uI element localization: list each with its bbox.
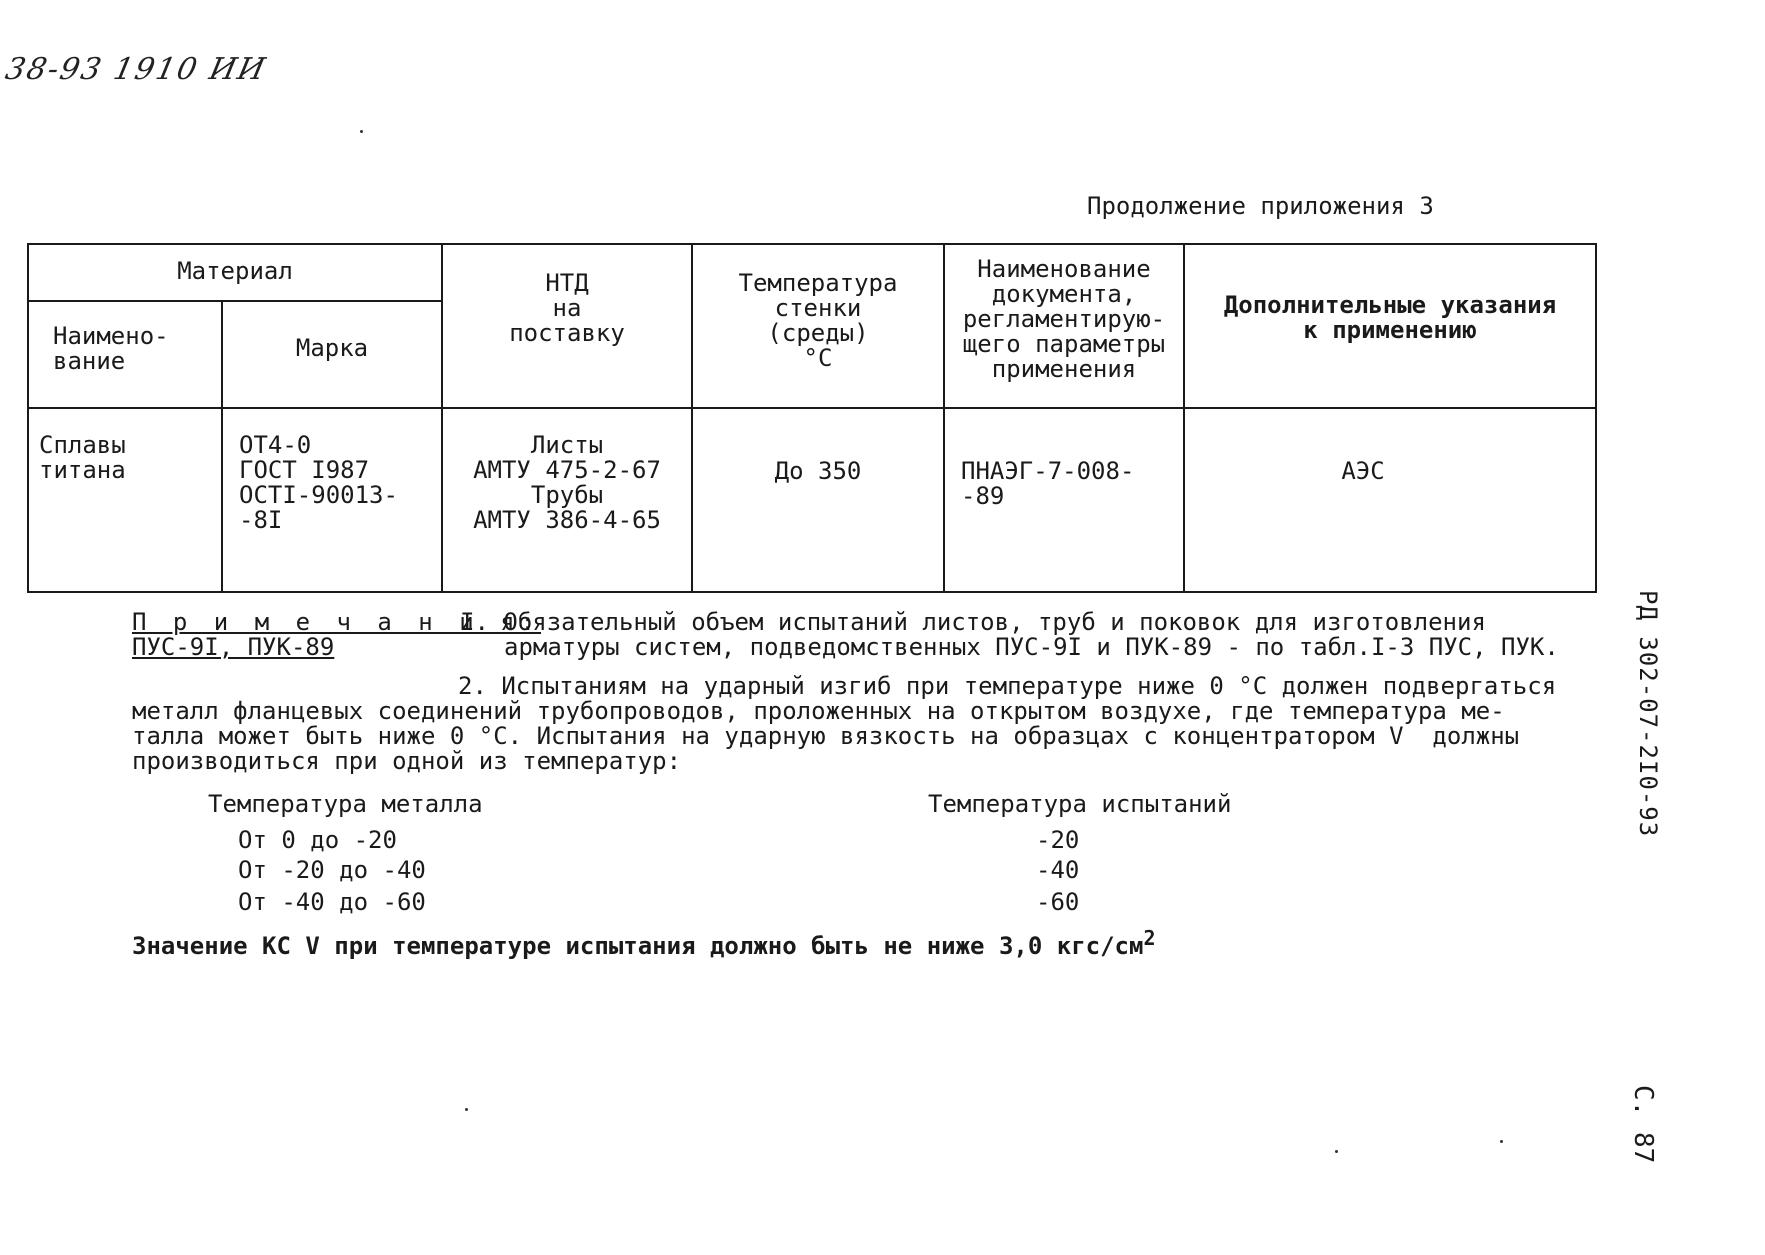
note-1-line-1: I. Обязательный объем испытаний листов, труб и поковок для изготовления: [460, 608, 1486, 636]
row-additional: АЭС: [1341, 457, 1385, 485]
handwritten-note: 38-93 1910 ИИ: [2, 52, 270, 87]
document-code: РД 302-07-2I0-93: [1634, 590, 1662, 838]
note-1-line-2: арматуры систем, подведомственных ПУС-9I и ПУК-89 - по табл.I-3 ПУС, ПУК.: [504, 633, 1559, 661]
scan-speck: [465, 1108, 468, 1111]
scan-speck: [360, 130, 363, 133]
additional-header-cell: [1184, 244, 1596, 408]
additional-header: Дополнительные указания к применению: [1223, 291, 1557, 344]
material-header-cell: [28, 244, 442, 301]
test-temperature-header: Температура испытаний: [928, 790, 1232, 818]
document-header-cell: [944, 244, 1184, 408]
row-ntd: Листы АМТУ 475-2-67 Трубы АМТУ 386-4-65: [473, 431, 661, 534]
note-2-line-4: производиться при одной из температур:: [132, 747, 682, 775]
name-header: Наимено- вание: [53, 322, 169, 375]
temperature-header-cell: [692, 244, 944, 408]
continuation-label: Продолжение приложения 3: [1087, 192, 1434, 220]
kcv-superscript: 2: [1143, 926, 1156, 950]
row-temperature: До 350: [774, 457, 862, 485]
row-ntd-cell: [442, 408, 692, 592]
metal-range-1: От 0 до -20: [238, 826, 397, 854]
notes-label-sub: ПУС-9I, ПУК-89: [132, 633, 335, 661]
page-number: С. 87: [1628, 1085, 1658, 1164]
metal-temperature-header: Температура металла: [208, 790, 483, 818]
test-temp-2: -40: [1036, 856, 1080, 884]
scan-speck: [1500, 1140, 1503, 1143]
row-name-cell: [28, 408, 222, 592]
grade-header-cell: [222, 301, 442, 408]
row-grade-cell: [222, 408, 442, 592]
kcv-requirement: [132, 926, 1156, 960]
ntd-header-cell: [442, 244, 692, 408]
test-temp-1: -20: [1036, 826, 1080, 854]
grade-header: Марка: [295, 334, 369, 362]
row-name: Сплавы титана: [39, 431, 126, 484]
row-additional-cell: [1184, 408, 1596, 592]
ntd-header: НТД на поставку: [509, 269, 625, 347]
row-grade: ОТ4-0 ГОСТ I987 ОСТI-90013- -8I: [239, 431, 398, 534]
document-header: Наименование документа, регламентирую- щего параметры применения: [962, 255, 1166, 383]
temperature-header: Температура стенки (среды) °С: [738, 269, 898, 372]
note-2-line-1: 2. Испытаниям на ударный изгиб при температуре ниже 0 °С должен подвергаться: [458, 672, 1557, 700]
test-temp-3: -60: [1036, 888, 1080, 916]
metal-range-3: От -40 до -60: [238, 888, 426, 916]
row-document-cell: [944, 408, 1184, 592]
notes-label: П р и м е ч а н и я:: [132, 608, 541, 636]
metal-range-2: От -20 до -40: [238, 856, 426, 884]
material-header: Материал: [177, 257, 293, 285]
kcv-text: Значение КС V при температуре испытания должно быть не ниже 3,0 кгс/см: [132, 932, 1144, 960]
note-2-line-2: металл фланцевых соединений трубопроводов, проложенных на открытом воздухе, где температура ме-: [132, 697, 1505, 725]
note-2-line-3: талла может быть ниже 0 °С. Испытания на ударную вязкость на образцах с концентратором V должны: [132, 722, 1520, 750]
row-temperature-cell: [692, 408, 944, 592]
scan-speck: [1335, 1150, 1338, 1153]
name-header-cell: [28, 301, 222, 408]
materials-table: [27, 243, 1595, 593]
row-document: ПНАЭГ-7-008- -89: [961, 457, 1135, 510]
